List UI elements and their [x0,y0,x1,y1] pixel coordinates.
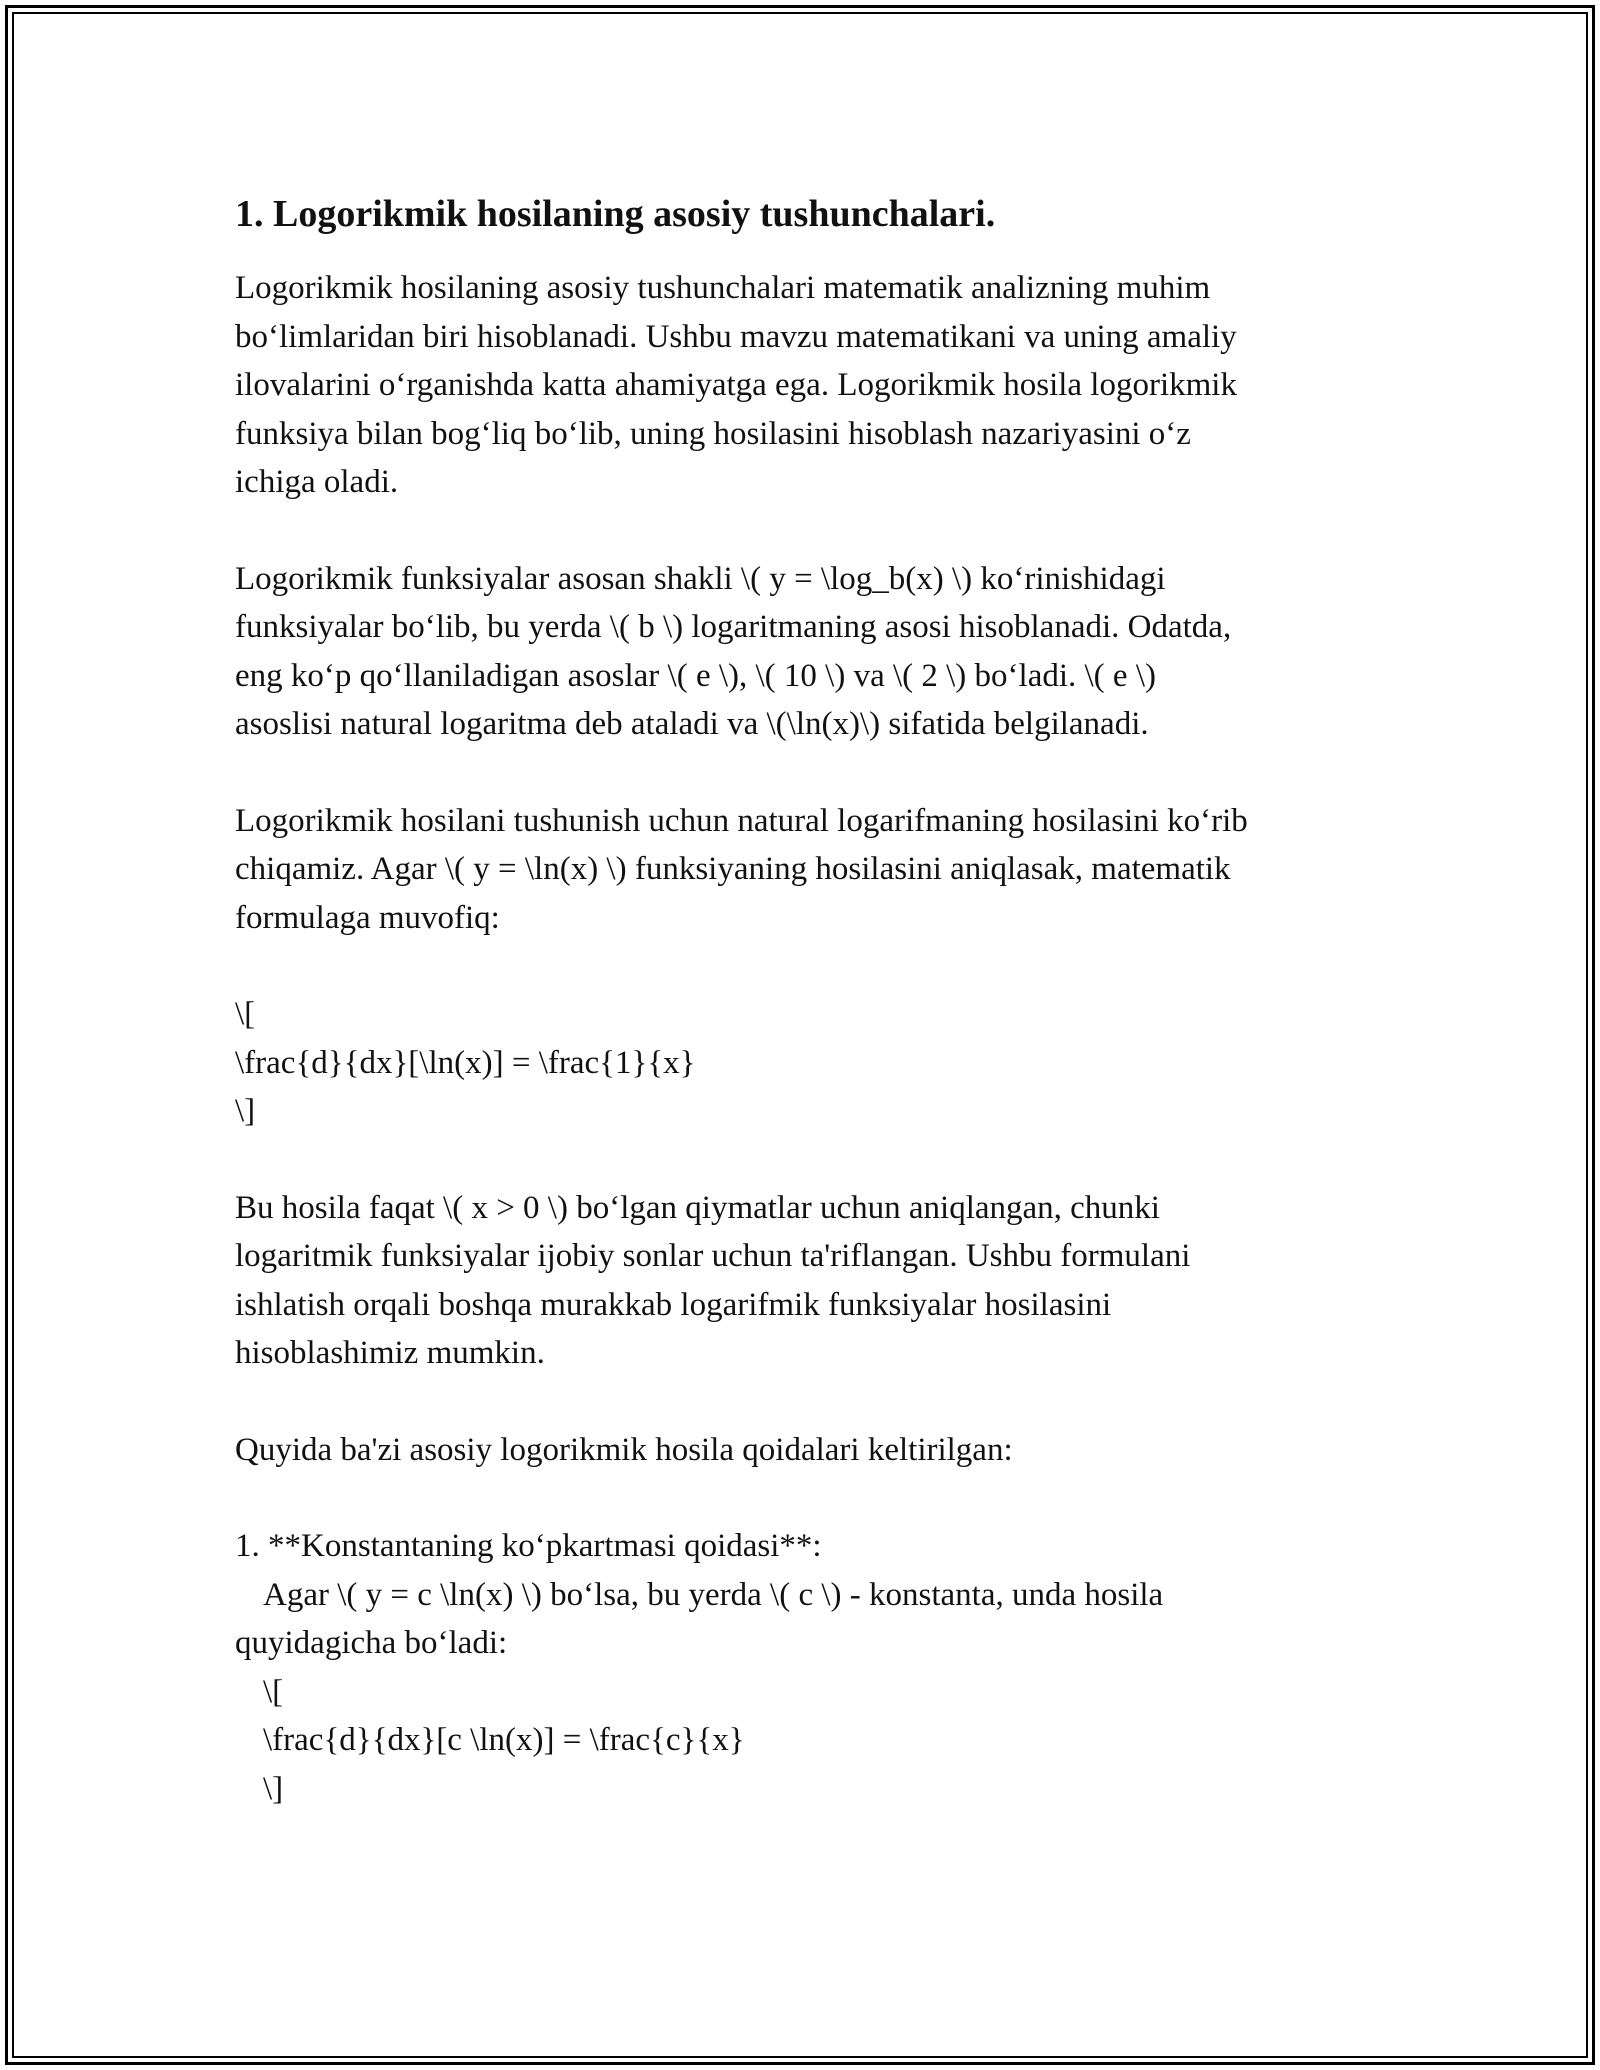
text-line: Agar \( y = c \ln(x) \) bo‘lsa, bu yerda \( c \) - konstanta, unda hosila [263,1576,1164,1613]
paragraph-intro [235,264,1375,507]
formula-line: \] [235,1093,256,1129]
text-line: funksiya bilan bog‘liq bo‘lib, uning hosilasini hisoblash nazariyasini o‘z [235,415,1191,452]
formula-line: \[ [263,1673,284,1710]
formula-line: \frac{d}{dx}[c \ln(x)] = \frac{c}{x} [263,1722,745,1758]
text-line: ilovalarini o‘rganishda katta ahamiyatga ega. Logorikmik hosila logorikmik [235,367,1237,403]
document-body [235,190,1375,1861]
paragraph-natural-log-derivative [235,797,1375,943]
text-line: formulaga muvofiq: [235,899,500,936]
section-heading: 1. Logorikmik hosilaning asosiy tushunchalari. [235,193,996,235]
text-line: funksiyalar bo‘lib, bu yerda \( b \) logaritmaning asosi hisoblanadi. Odatda, [235,609,1232,645]
formula-line: \[ [235,996,256,1032]
text-line: Logorikmik hosilani tushunish uchun natural logarifmaning hosilasini ko‘rib [235,802,1248,839]
text-line: asoslisi natural logaritma deb ataladi va \(\ln(x)\) sifatida belgilanadi. [235,706,1149,742]
rule-constant-multiple [235,1522,1375,1813]
formula-block [235,990,1375,1136]
text-line: Quyida ba'zi asosiy logorikmik hosila qoidalari keltirilgan: [235,1431,1013,1468]
text-line: Logorikmik hosilaning asosiy tushunchalari matematik analizning muhim [235,270,1211,306]
formula-line: \frac{d}{dx}[\ln(x)] = \frac{1}{x} [235,1044,696,1081]
formula-line: \] [263,1770,284,1807]
paragraph-rules-intro [235,1426,1375,1475]
text-line: hisoblashimiz mumkin. [235,1335,545,1371]
text-line: ishlatish orqali boshqa murakkab logarifmik funksiyalar hosilasini [235,1286,1112,1323]
text-line: bo‘limlaridan biri hisoblanadi. Ushbu mavzu matematikani va uning amaliy [235,318,1237,355]
text-line: Bu hosila faqat \( x > 0 \) bo‘lgan qiymatlar uchun aniqlangan, chunki [235,1189,1160,1226]
text-line: ichiga oladi. [235,464,399,500]
paragraph-domain [235,1184,1375,1378]
rule-title: 1. **Konstantaning ko‘pkartmasi qoidasi**: [235,1528,822,1564]
text-line: quyidagicha bo‘ladi: [235,1625,508,1661]
text-line: logaritmik funksiyalar ijobiy sonlar uchun ta'riflangan. Ushbu formulani [235,1238,1191,1274]
text-line: Logorikmik funksiyalar asosan shakli \( y = \log_b(x) \) ko‘rinishidagi [235,560,1166,597]
text-line: chiqamiz. Agar \( y = \ln(x) \) funksiyaning hosilasini aniqlasak, matematik [235,851,1231,887]
paragraph-log-functions [235,555,1375,749]
text-line: eng ko‘p qo‘llaniladigan asoslar \( e \), \( 10 \) va \( 2 \) bo‘ladi. \( e \) [235,657,1156,694]
